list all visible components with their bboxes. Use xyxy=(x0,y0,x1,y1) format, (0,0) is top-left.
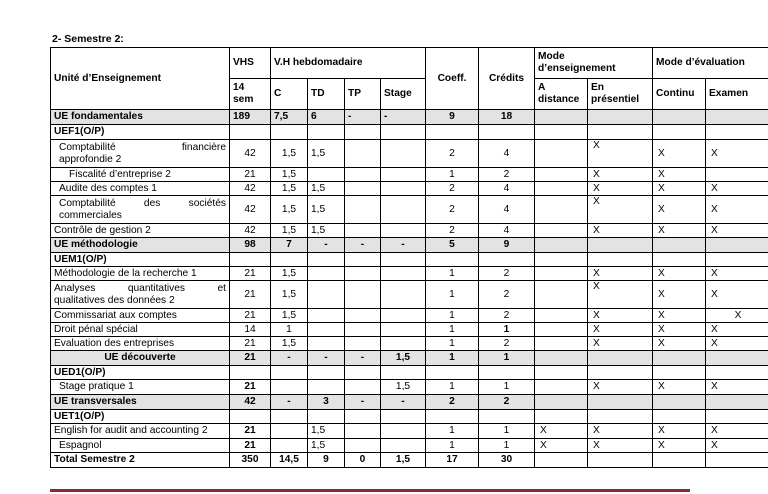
table-row-ue-methodologie: UE méthodologie 98 7 - - - 5 9 xyxy=(51,238,768,253)
header-credits: Crédits xyxy=(479,48,535,110)
table-row: Analyses quantitatives et qualitatives des données 2 21 1,5 1 2 X X X xyxy=(51,281,768,309)
table-row: Comptabilité financière approfondie 2 42 1,5 1,5 2 4 X X X xyxy=(51,140,768,168)
header-mode-enseignement: Mode d’enseignement xyxy=(535,48,653,79)
table-row-uef1: UEF1(O/P) xyxy=(51,125,768,140)
table-row: Evaluation des entreprises 21 1,5 1 2 X X X xyxy=(51,337,768,351)
table-row: Commissariat aux comptes 21 1,5 1 2 X X X xyxy=(51,309,768,323)
table-row-uem1: UEM1(O/P) xyxy=(51,253,768,267)
header-vh-hebdo: V.H hebdomadaire xyxy=(271,48,426,79)
table-row: Comptabilité des sociétés commerciales 42 1,5 1,5 2 4 X X X xyxy=(51,196,768,224)
header-ue: Unité d’Enseignement xyxy=(51,48,230,110)
table-row: Audite des comptes 1 42 1,5 1,5 2 4 X X X xyxy=(51,182,768,196)
table-row-ued1: UED1(O/P) xyxy=(51,366,768,380)
header-td: TD xyxy=(308,79,345,110)
header-distance: A distance xyxy=(535,79,588,110)
table-row-ue-transversales: UE transversales 42 - 3 - - 2 2 xyxy=(51,395,768,410)
header-vhs-sub: 14 sem xyxy=(230,79,271,110)
footer-divider xyxy=(50,489,690,492)
semester-title: 2- Semestre 2: xyxy=(52,33,124,45)
header-stage: Stage xyxy=(381,79,426,110)
table-row-ue-decouverte: UE découverte 21 - - - 1,5 1 1 xyxy=(51,351,768,366)
header-examen: Examen xyxy=(706,79,768,110)
table-row-ue-fondamentales: UE fondamentales 189 7,5 6 - - 9 18 xyxy=(51,110,768,125)
table-row-uet1: UET1(O/P) xyxy=(51,410,768,424)
semester-table xyxy=(50,47,768,468)
header-mode-evaluation: Mode d’évaluation xyxy=(653,48,768,79)
table-row: English for audit and accounting 2 21 1,5 1 1 X X X X xyxy=(51,424,768,439)
table-row: Espagnol 21 1,5 1 1 X X X X xyxy=(51,439,768,453)
table-row: Droit pénal spécial 14 1 1 1 X X X xyxy=(51,323,768,337)
table-row: Stage pratique 1 21 1,5 1 1 X X X xyxy=(51,380,768,395)
header-coeff: Coeff. xyxy=(426,48,479,110)
header-vhs: VHS xyxy=(230,48,271,79)
table-row: Fiscalité d’entreprise 2 21 1,5 1 2 X X xyxy=(51,168,768,182)
table-row: Méthodologie de la recherche 1 21 1,5 1 2 X X X xyxy=(51,267,768,281)
header-c: C xyxy=(271,79,308,110)
header-tp: TP xyxy=(345,79,381,110)
header-row-1 xyxy=(51,48,768,79)
header-presentiel: En présentiel xyxy=(588,79,653,110)
header-continu: Continu xyxy=(653,79,706,110)
row-name: UE fondamentales xyxy=(51,110,230,125)
table-row: Contrôle de gestion 2 42 1,5 1,5 2 4 X X X xyxy=(51,224,768,238)
table-row-total: Total Semestre 2 350 14,5 9 0 1,5 17 30 xyxy=(51,453,768,468)
